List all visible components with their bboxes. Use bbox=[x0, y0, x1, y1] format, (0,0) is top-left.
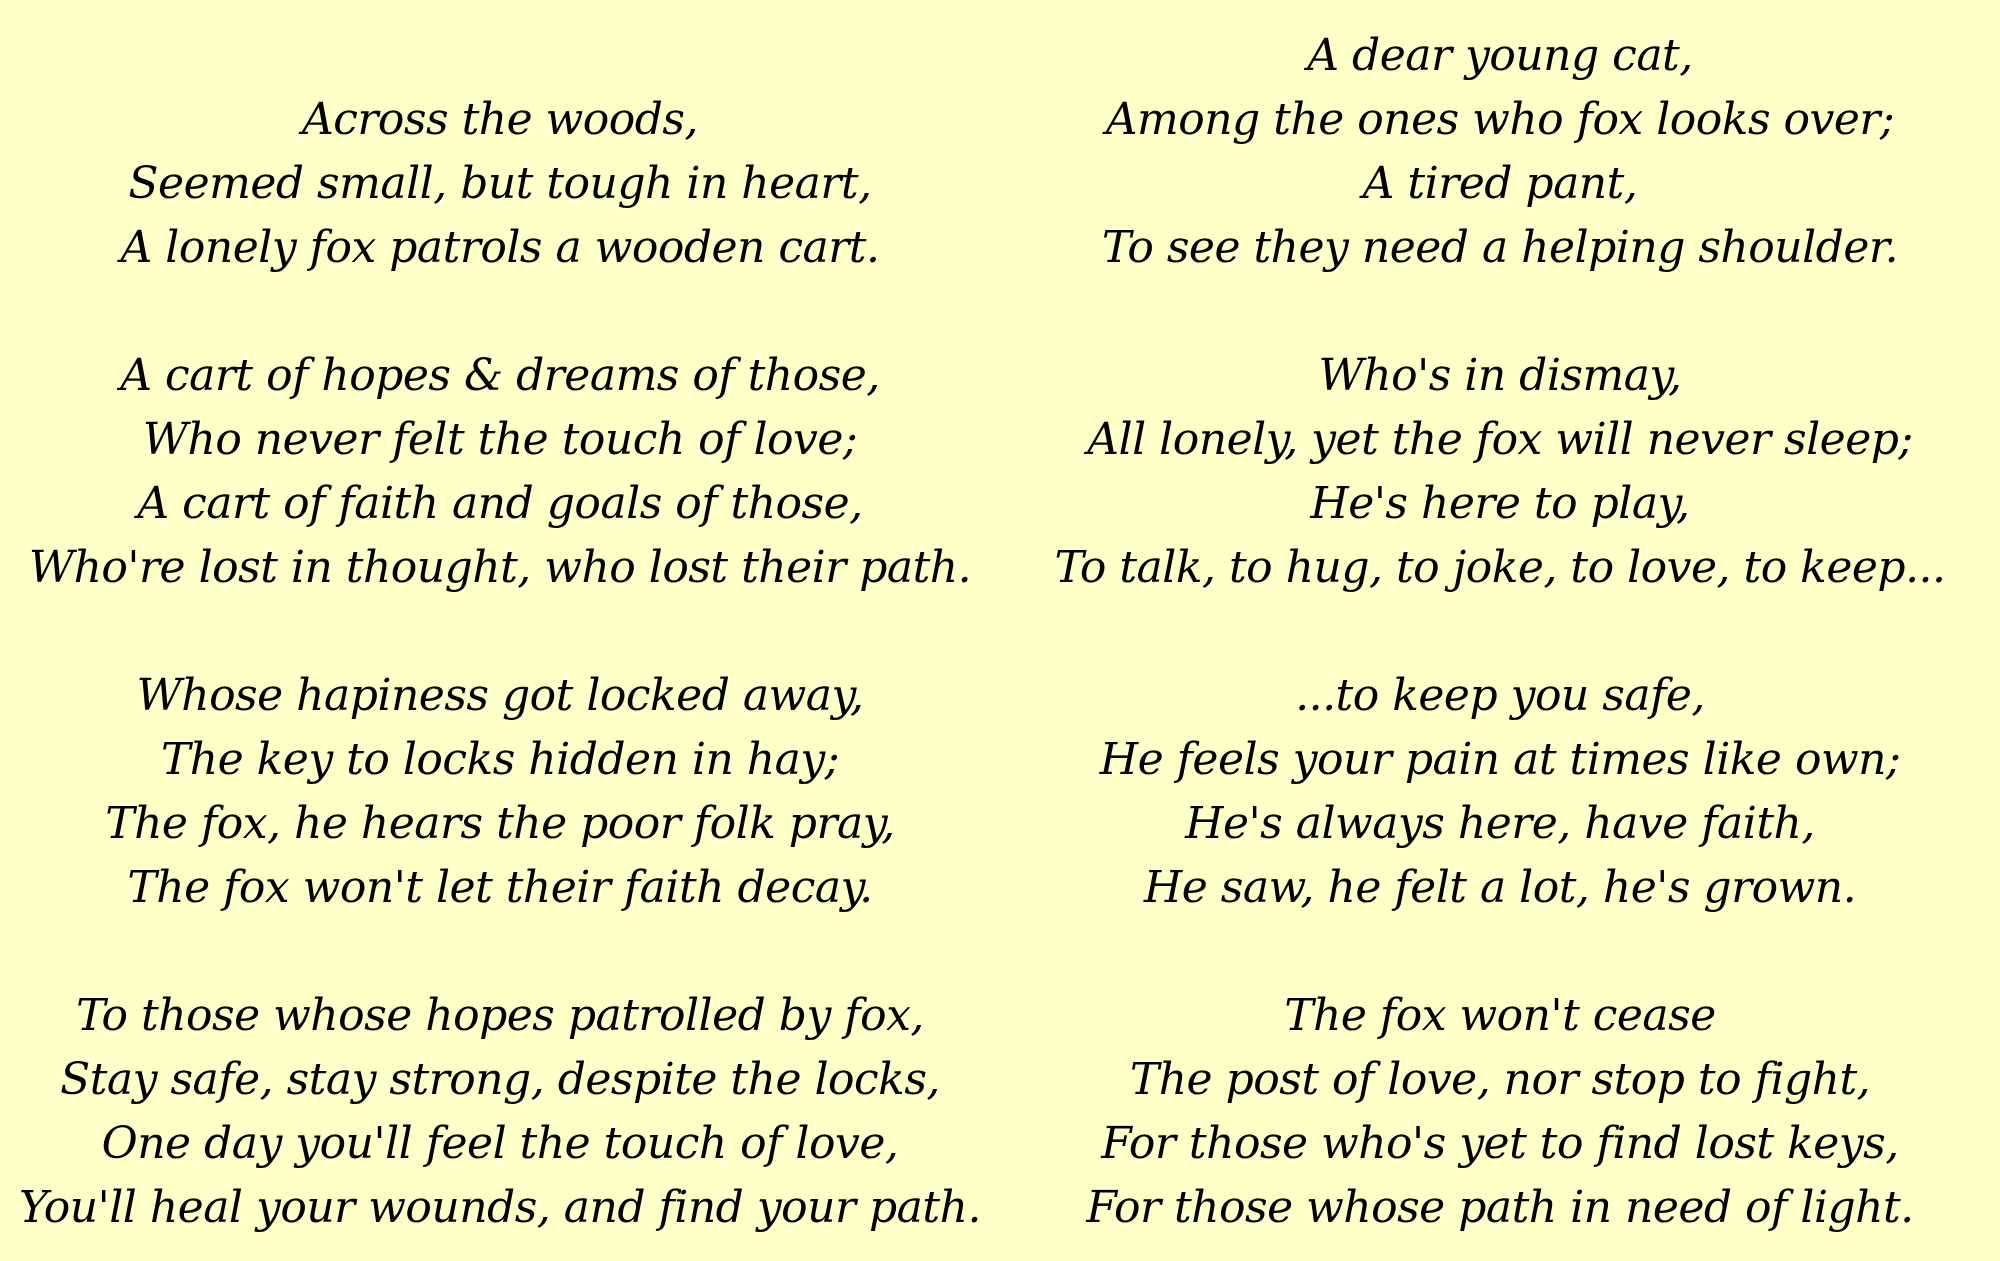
poem-line: A lonely fox patrols a wooden cart. bbox=[120, 222, 880, 273]
stanza-5 bbox=[1000, 24, 2000, 280]
poem-line: To talk, to hug, to joke, to love, to keep... bbox=[1054, 542, 1946, 593]
poem-line: The fox won't cease bbox=[1284, 990, 1716, 1041]
poem-line: Who never felt the touch of love; bbox=[142, 414, 858, 465]
poem-line: A cart of hopes & dreams of those, bbox=[120, 350, 880, 401]
poem-line: A dear young cat, bbox=[1307, 30, 1693, 81]
poem-line: Stay safe, stay strong, despite the locks, bbox=[60, 1054, 940, 1105]
poem-line: He feels your pain at times like own; bbox=[1099, 734, 1901, 785]
poem-line: You'll heal your wounds, and find your path. bbox=[19, 1182, 981, 1233]
poem-line: Who're lost in thought, who lost their path. bbox=[28, 542, 972, 593]
stanza-6 bbox=[1000, 344, 2000, 600]
poem-line: For those whose path in need of light. bbox=[1086, 1182, 1914, 1233]
poem-line: The post of love, nor stop to fight, bbox=[1129, 1054, 1871, 1105]
stanza-1 bbox=[0, 88, 1000, 280]
stanza-2 bbox=[0, 344, 1000, 600]
poem-line: The fox, he hears the poor folk pray, bbox=[105, 798, 895, 849]
poem-line: Whose hapiness got locked away, bbox=[136, 670, 864, 721]
stanza-7 bbox=[1000, 664, 2000, 920]
poem-line: To those whose hopes patrolled by fox, bbox=[76, 990, 924, 1041]
poem-line: Who's in dismay, bbox=[1318, 350, 1682, 401]
poem-line: Seemed small, but tough in heart, bbox=[128, 158, 872, 209]
stanza-4 bbox=[0, 984, 1000, 1240]
stanza-8 bbox=[1000, 984, 2000, 1240]
poem-line: Across the woods, bbox=[301, 94, 698, 145]
poem-line: The key to locks hidden in hay; bbox=[160, 734, 840, 785]
poem-line: Among the ones who fox looks over; bbox=[1105, 94, 1895, 145]
poem-line: ...to keep you safe, bbox=[1295, 670, 1705, 721]
poem-line: To see they need a helping shoulder. bbox=[1101, 222, 1899, 273]
poem-line: A tired pant, bbox=[1362, 158, 1638, 209]
stanza-3 bbox=[0, 664, 1000, 920]
poem-line: For those who's yet to find lost keys, bbox=[1101, 1118, 1899, 1169]
poem-line: He's here to play, bbox=[1310, 478, 1690, 529]
poem-line: All lonely, yet the fox will never sleep; bbox=[1087, 414, 1913, 465]
poem-line: He's always here, have faith, bbox=[1185, 798, 1815, 849]
poem-line: He saw, he felt a lot, he's grown. bbox=[1143, 862, 1857, 913]
poem-line: The fox won't let their faith decay. bbox=[127, 862, 873, 913]
poem-line: A cart of faith and goals of those, bbox=[137, 478, 863, 529]
poem-line: One day you'll feel the touch of love, bbox=[101, 1118, 899, 1169]
